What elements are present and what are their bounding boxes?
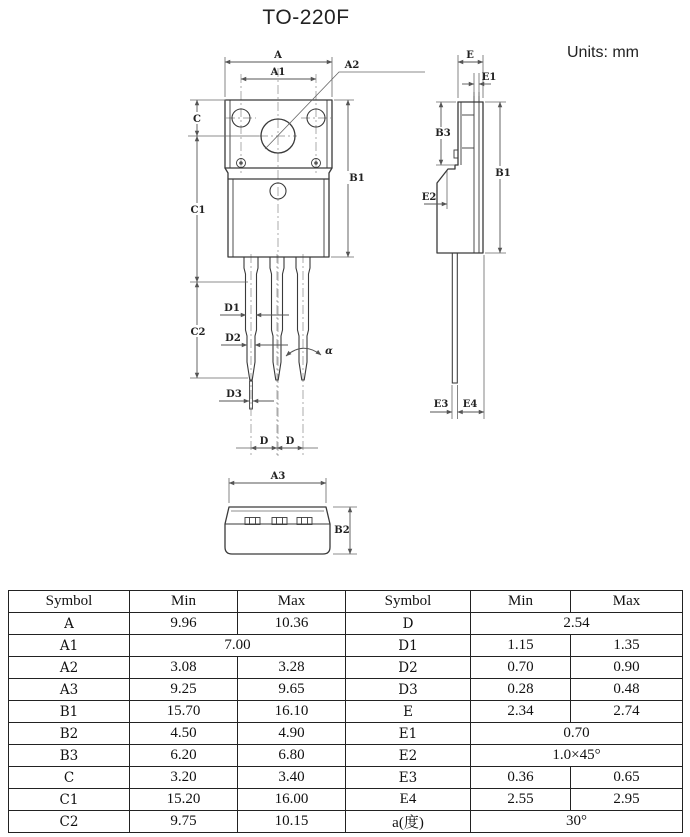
- merged-value-cell: 1.0×45°: [471, 745, 683, 767]
- symbol-cell: a(度): [346, 811, 471, 833]
- dim-label-d2: D2: [225, 333, 241, 344]
- dim-label-d1: D1: [224, 303, 240, 314]
- symbol-cell: B1: [9, 701, 130, 723]
- table-row: [9, 767, 683, 789]
- symbol-cell: A3: [9, 679, 130, 701]
- dim-label-b3: B3: [435, 128, 451, 139]
- symbol-cell: E4: [346, 789, 471, 811]
- side-view: [422, 50, 512, 419]
- max-cell: 0.65: [571, 767, 683, 789]
- min-cell: 2.55: [471, 789, 571, 811]
- bottom-outline: [225, 507, 330, 554]
- max-cell: 6.80: [238, 745, 346, 767]
- units-label: Units: mm: [567, 44, 639, 61]
- table-row: [9, 723, 683, 745]
- symbol-cell: E1: [346, 723, 471, 745]
- table-row: [9, 789, 683, 811]
- symbol-cell: D1: [346, 635, 471, 657]
- symbol-cell: C: [9, 767, 130, 789]
- dim-label-b1-front: B1: [349, 173, 365, 184]
- symbol-cell: A: [9, 613, 130, 635]
- max-cell: 16.00: [238, 789, 346, 811]
- min-cell: 4.50: [130, 723, 238, 745]
- side-dimension-lines: [421, 62, 500, 412]
- min-cell: 6.20: [130, 745, 238, 767]
- header-min-right: Min: [471, 591, 571, 613]
- dim-label-a2: A2: [344, 60, 360, 71]
- table-row: [9, 811, 683, 833]
- dim-label-a1: A1: [270, 67, 286, 78]
- dim-label-e3: E3: [433, 399, 449, 410]
- dim-label-a: A: [274, 50, 282, 61]
- max-cell: 3.28: [238, 657, 346, 679]
- rivet-marks: [237, 159, 321, 168]
- merged-value-cell: 7.00: [130, 635, 346, 657]
- side-lead: [452, 253, 457, 383]
- table-header-row: [9, 591, 683, 613]
- angle-arc: [286, 348, 321, 356]
- symbol-cell: D: [346, 613, 471, 635]
- dim-label-d-left: D: [259, 436, 269, 447]
- header-min-left: Min: [130, 591, 238, 613]
- max-cell: 1.35: [571, 635, 683, 657]
- front-view: [188, 50, 425, 458]
- min-cell: 0.70: [471, 657, 571, 679]
- symbol-cell: E3: [346, 767, 471, 789]
- dim-label-b2: B2: [334, 525, 350, 536]
- min-cell: 2.34: [471, 701, 571, 723]
- table-row: [9, 701, 683, 723]
- max-cell: 10.36: [238, 613, 346, 635]
- min-cell: 0.28: [471, 679, 571, 701]
- dim-label-e: E: [466, 50, 474, 61]
- merged-value-cell: 30°: [471, 811, 683, 833]
- dim-label-c1: C1: [190, 205, 206, 216]
- dim-label-b1-side: B1: [495, 168, 511, 179]
- dimension-table: [8, 590, 683, 833]
- table-row: [9, 679, 683, 701]
- min-cell: 15.70: [130, 701, 238, 723]
- symbol-cell: B2: [9, 723, 130, 745]
- dim-label-a3: A3: [270, 471, 286, 482]
- max-cell: 2.74: [571, 701, 683, 723]
- header-max-right: Max: [571, 591, 683, 613]
- max-cell: 0.90: [571, 657, 683, 679]
- table-row: [9, 657, 683, 679]
- bottom-dimension-lines: [229, 483, 350, 554]
- merged-value-cell: 0.70: [471, 723, 683, 745]
- header-max-left: Max: [238, 591, 346, 613]
- symbol-cell: A1: [9, 635, 130, 657]
- header-symbol-left: Symbol: [9, 591, 130, 613]
- symbol-cell: B3: [9, 745, 130, 767]
- table-row: [9, 745, 683, 767]
- max-cell: 9.65: [238, 679, 346, 701]
- symbol-cell: D2: [346, 657, 471, 679]
- dim-label-d-right: D: [285, 436, 295, 447]
- dim-label-e4: E4: [462, 399, 478, 410]
- dim-label-e2: E2: [421, 192, 437, 203]
- symbol-cell: D3: [346, 679, 471, 701]
- merged-value-cell: 2.54: [471, 613, 683, 635]
- dim-label-d3: D3: [226, 389, 242, 400]
- min-cell: 3.20: [130, 767, 238, 789]
- bottom-view: [225, 471, 357, 554]
- max-cell: 4.90: [238, 723, 346, 745]
- min-cell: 3.08: [130, 657, 238, 679]
- symbol-cell: A2: [9, 657, 130, 679]
- max-cell: 10.15: [238, 811, 346, 833]
- front-outline: [225, 100, 332, 257]
- max-cell: 0.48: [571, 679, 683, 701]
- min-cell: 0.36: [471, 767, 571, 789]
- max-cell: 2.95: [571, 789, 683, 811]
- max-cell: 3.40: [238, 767, 346, 789]
- dim-label-alpha: α: [325, 346, 333, 357]
- table-row: [9, 635, 683, 657]
- header-symbol-right: Symbol: [346, 591, 471, 613]
- a2-leader-line: [265, 72, 425, 149]
- table-row: [9, 613, 683, 635]
- symbol-cell: E2: [346, 745, 471, 767]
- symbol-cell: C2: [9, 811, 130, 833]
- page-title: TO-220F: [262, 6, 350, 29]
- dim-label-e1: E1: [481, 72, 497, 83]
- min-cell: 9.96: [130, 613, 238, 635]
- dim-label-c: C: [193, 114, 201, 125]
- min-cell: 15.20: [130, 789, 238, 811]
- min-cell: 9.25: [130, 679, 238, 701]
- min-cell: 9.75: [130, 811, 238, 833]
- max-cell: 16.10: [238, 701, 346, 723]
- symbol-cell: C1: [9, 789, 130, 811]
- min-cell: 1.15: [471, 635, 571, 657]
- symbol-cell: E: [346, 701, 471, 723]
- bottom-extension-lines: [229, 478, 357, 554]
- side-extension-lines: [433, 55, 506, 419]
- dim-label-c2: C2: [190, 327, 206, 338]
